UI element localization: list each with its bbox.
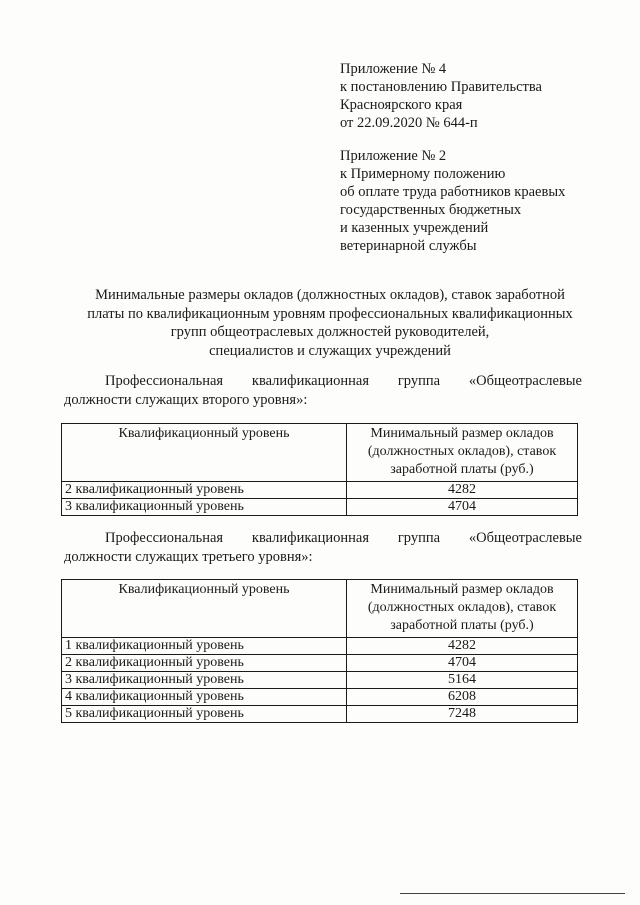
appendix-2-line: и казенных учреждений bbox=[340, 220, 489, 236]
group-1-heading-line2: должности служащих второго уровня»: bbox=[64, 391, 308, 408]
title-line: специалистов и служащих учреждений bbox=[209, 342, 451, 359]
heading-word: «Общеотраслевые bbox=[468, 530, 582, 546]
level-cell: 3 квалификационный уровень bbox=[62, 672, 347, 689]
level-cell: 3 квалификационный уровень bbox=[62, 499, 347, 516]
table-row bbox=[62, 482, 578, 499]
level-cell: 2 квалификационный уровень bbox=[62, 655, 347, 672]
heading-word: квалификационная bbox=[251, 530, 369, 546]
appendix-2-line: государственных бюджетных bbox=[340, 202, 522, 218]
appendix-2-line: Приложение № 2 bbox=[340, 148, 447, 164]
value-cell: 4282 bbox=[347, 482, 578, 499]
table-row bbox=[62, 706, 578, 723]
table-row bbox=[62, 689, 578, 706]
group-1-heading-line1 bbox=[64, 372, 582, 391]
title-line: групп общеотраслевых должностей руководителей, bbox=[170, 324, 490, 340]
table-header-row bbox=[62, 424, 578, 482]
table-row bbox=[62, 672, 578, 689]
heading-word: «Общеотраслевые bbox=[468, 373, 582, 389]
level-cell: 2 квалификационный уровень bbox=[62, 482, 347, 499]
value-cell: 4704 bbox=[347, 499, 578, 516]
level-cell: 4 квалификационный уровень bbox=[62, 689, 347, 706]
appendix-2-line: к Примерному положению bbox=[340, 166, 506, 182]
appendix-4-line: Приложение № 4 bbox=[340, 61, 447, 77]
header-salary: Минимальный размер окладов (должностных окладов), ставок заработной платы (руб.) bbox=[347, 424, 578, 482]
table-row bbox=[62, 638, 578, 655]
footer-divider bbox=[400, 893, 625, 894]
title-line: платы по квалификационным уровням профессиональных квалификационных bbox=[87, 305, 573, 322]
heading-word: группа bbox=[397, 530, 441, 546]
value-cell: 7248 bbox=[347, 706, 578, 723]
group-2-heading-line1 bbox=[64, 529, 582, 548]
group-1-heading bbox=[64, 372, 582, 409]
appendix-2-line: ветеринарной службы bbox=[340, 238, 477, 254]
appendix-4-line: от 22.09.2020 № 644-п bbox=[340, 115, 478, 131]
appendix-4-block bbox=[340, 60, 610, 132]
table-header-row bbox=[62, 580, 578, 638]
table-row bbox=[62, 655, 578, 672]
header-salary: Минимальный размер окладов (должностных окладов), ставок заработной платы (руб.) bbox=[347, 580, 578, 638]
level-cell: 5 квалификационный уровень bbox=[62, 706, 347, 723]
group-1-table bbox=[61, 423, 578, 516]
group-2-table bbox=[61, 579, 578, 723]
group-2-heading-line2: должности служащих третьего уровня»: bbox=[64, 548, 313, 565]
appendix-2-block bbox=[340, 147, 610, 255]
header-level: Квалификационный уровень bbox=[62, 580, 347, 638]
document-title bbox=[50, 286, 610, 360]
value-cell: 6208 bbox=[347, 689, 578, 706]
heading-word: Профессиональная bbox=[105, 373, 224, 389]
header-level: Квалификационный уровень bbox=[62, 424, 347, 482]
appendix-4-line: к постановлению Правительства bbox=[340, 79, 542, 95]
group-2-heading bbox=[64, 529, 582, 566]
table-row bbox=[62, 499, 578, 516]
value-cell: 4704 bbox=[347, 655, 578, 672]
value-cell: 4282 bbox=[347, 638, 578, 655]
heading-word: группа bbox=[397, 373, 441, 389]
heading-word: квалификационная bbox=[251, 373, 369, 389]
title-line: Минимальные размеры окладов (должностных окладов), ставок заработной bbox=[95, 287, 565, 303]
appendix-2-line: об оплате труда работников краевых bbox=[340, 184, 566, 200]
heading-word: Профессиональная bbox=[105, 530, 224, 546]
appendix-4-line: Красноярского края bbox=[340, 97, 463, 113]
level-cell: 1 квалификационный уровень bbox=[62, 638, 347, 655]
value-cell: 5164 bbox=[347, 672, 578, 689]
